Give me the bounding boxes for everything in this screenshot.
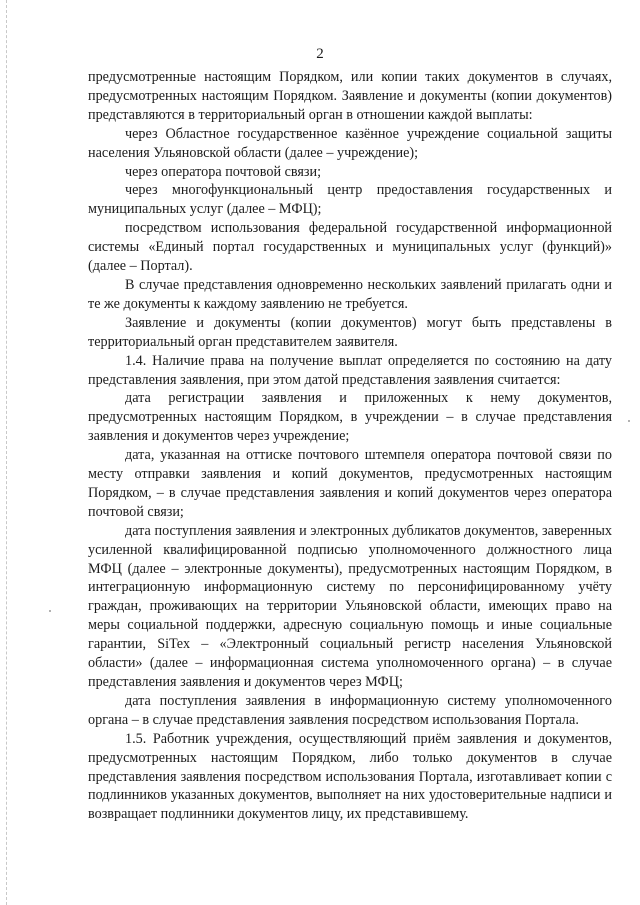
paragraph: через Областное государственное казённое учреждение социальной защиты населения Ульяновской области (далее – учреждение); [88, 125, 612, 161]
paragraph: через многофункциональный центр предоставления государственных и муниципальных услуг (далее – МФЦ); [88, 182, 612, 218]
paragraph: дата регистрации заявления и приложенных к нему документов, предусмотренных настоящим Порядком, в учреждении – в случае представления заявления и документов через учреждение; [88, 390, 612, 445]
paragraph: дата поступления заявления в информационную систему уполномоченного органа – в случае представления заявления посредством использования Портала. [88, 692, 612, 728]
paragraph: В случае представления одновременно нескольких заявлений прилагать одни и те же документы к каждому заявлению не требуется. [88, 276, 612, 312]
scan-speck [49, 610, 51, 612]
paragraph: дата, указанная на оттиске почтового штемпеля оператора почтовой связи по месту отправки заявления и копий документов, предусмотренных настоящим Порядком, – в случае представления заявления и копий документов через оператора почтовой связи; [88, 447, 612, 520]
paragraph: 1.5. Работник учреждения, осуществляющий приём заявления и документов, предусмотренных настоящим Порядком, либо только документов в случае представления заявления посредством использования Портала, изготавливает копии с подлинников указанных документов, выполняет на них удостоверительные надписи и возвращает подлинники документов лицу, их представившему. [88, 730, 612, 823]
scan-speck [628, 420, 630, 422]
paragraph: предусмотренные настоящим Порядком, или копии таких документов в случаях, предусмотренных настоящим Порядком. Заявление и документы (копии документов) представляются в территориальный орган в отношении каждой выплаты: [88, 69, 612, 123]
page-number: 2 [316, 46, 324, 62]
paragraph: Заявление и документы (копии документов) могут быть представлены в территориальный орган представителем заявителя. [88, 314, 612, 350]
paragraph: 1.4. Наличие права на получение выплат определяется по состоянию на дату представления заявления, при этом датой представления заявления считается: [88, 352, 612, 388]
paragraph: через оператора почтовой связи; [125, 163, 322, 180]
paragraph: дата поступления заявления и электронных дубликатов документов, заверенных усиленной квалифицированной подписью уполномоченного должностного лица МФЦ (далее – электронные документы), предусмотренных настоящим Порядком, в интеграционную информационную систему по персонифицированному учёту граждан, проживающих на территории Ульяновской области, имеющих право на меры социальной поддержки, адресную социальную помощь и иные социальные гарантии, SiTex – «Электронный социальный регистр населения Ульяновской области» (далее – информационная система уполномоченного органа) – в случае представления заявления и документов через МФЦ; [88, 522, 612, 690]
document-body [88, 68, 612, 824]
paragraph: посредством использования федеральной государственной информационной системы «Единый портал государственных и муниципальных услуг (функций)» (далее – Портал). [88, 220, 612, 275]
scan-left-edge [6, 0, 8, 905]
